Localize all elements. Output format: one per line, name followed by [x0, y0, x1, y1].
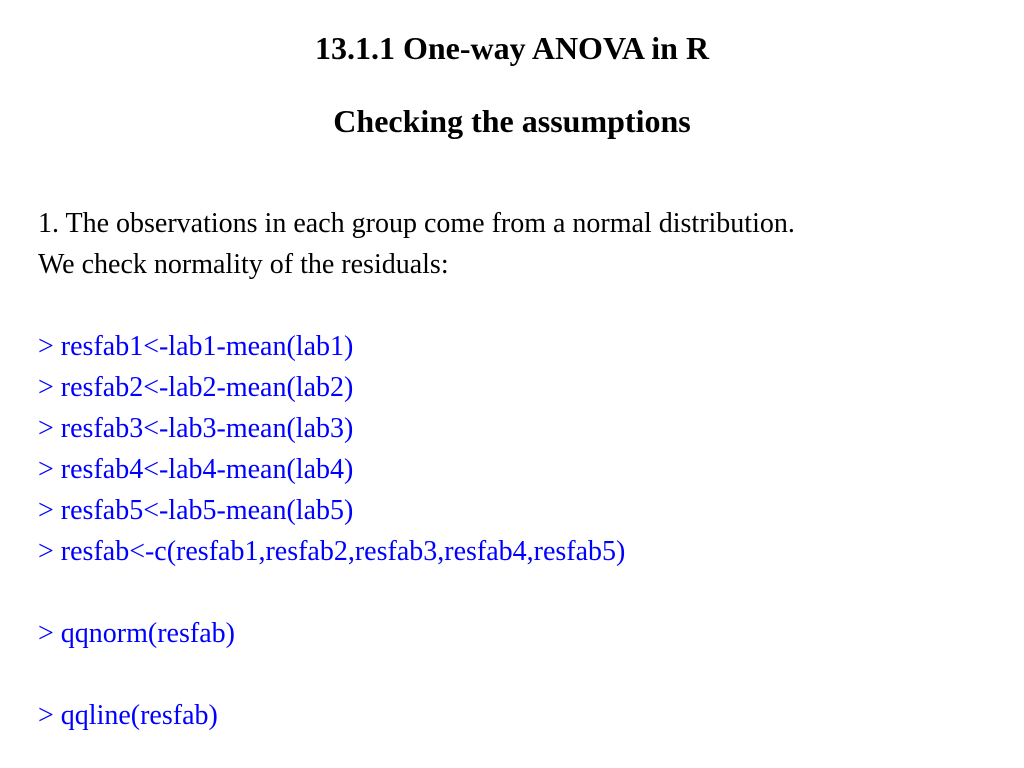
code-qqnorm: > qqnorm(resfab)	[38, 618, 235, 649]
code-line: > resfab3<-lab3-mean(lab3)	[38, 413, 354, 444]
code-line: > resfab1<-lab1-mean(lab1)	[38, 331, 354, 362]
code-line: > resfab<-c(resfab1,resfab2,resfab3,resfab4,resfab5)	[38, 536, 626, 567]
code-block-residuals	[38, 326, 625, 572]
intro-line: 1. The observations in each group come from a normal distribution.	[38, 208, 795, 239]
code-qqline: > qqline(resfab)	[38, 700, 218, 731]
code-line: > resfab4<-lab4-mean(lab4)	[38, 454, 354, 485]
code-line: > resfab5<-lab5-mean(lab5)	[38, 495, 354, 526]
slide-title: 13.1.1 One-way ANOVA in R	[314, 30, 710, 66]
slide-subtitle: Checking the assumptions	[333, 103, 691, 139]
intro-line: We check normality of the residuals:	[38, 249, 449, 280]
intro-text	[38, 203, 795, 285]
code-line: > resfab2<-lab2-mean(lab2)	[38, 372, 354, 403]
